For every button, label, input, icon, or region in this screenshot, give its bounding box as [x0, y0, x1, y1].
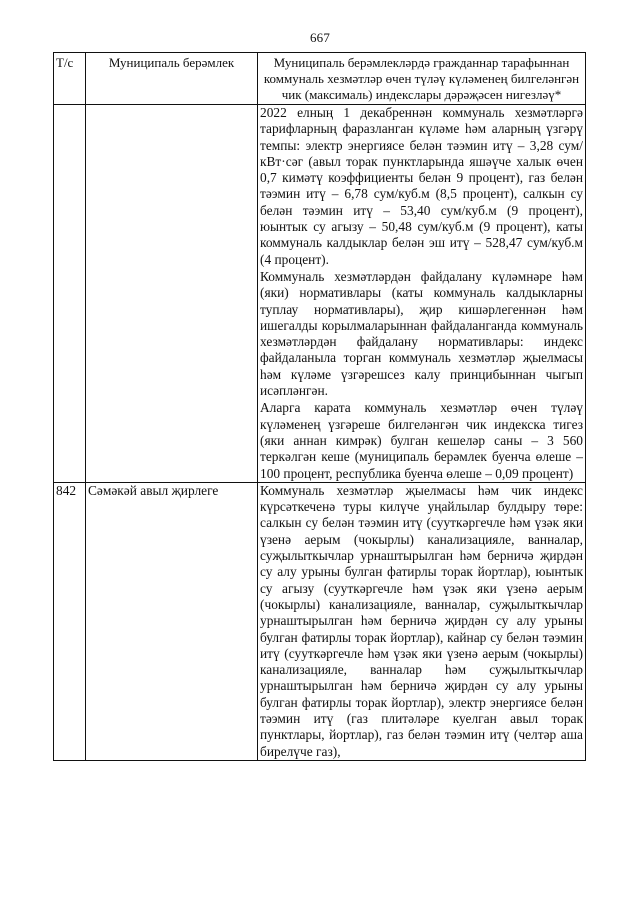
justification-paragraph: Коммуналь хезмәтләр җыелмасы һәм чик индекс күрсәткеченә туры килүче уңайлылар булдыру төре: салкын су белән тәэмин итү (сууткәргечле һәм үзәк яки үзенә аерым (чокырлы) канализацияле, ванналар, суҗылыткычлар урнаштырылган һәм берничә җирдән су алу урыны булган фатирлы торак йортлар), юынтык су агызу (сууткәргечле һәм үзәк яки үзенә аерым (чокырлы) канализацияле, ванналар, суҗылыткычлар урнаштырылган һәм берничә җирдән су алу урыны булган фатирлы торак йортлар), кайнар су белән тәэмин итү (сууткәргечле һәм үзәк яки үзенә аерым (чокырлы) канализацияле, ванналар һәм суҗылыткычлар урнаштырылган һәм берничә җирдән су алу урыны булган фатирлы торак йортлар), электр энергиясе белән тәэмин итү (газ плитәләре куелган авыл торак пунктлары, йортлар), газ белән тәэмин итү (челтәр аша бирелүче газ),: [260, 482, 583, 759]
row-justification: [258, 105, 586, 483]
table-row: [54, 482, 586, 760]
row-number: [54, 105, 86, 483]
justification-paragraph: Коммуналь хезмәтләрдән файдалану күләмнәре һәм (яки) нормативлары (каты коммуналь калдыкларны туплау нормативлары), җир кишәрлегеннән һәм ишегалды корылмаларыннан файдаланганда коммуналь хезмәтләрдән файдалану нормативлары: индекс файдаланыла торган коммуналь хезмәтләр җыелмасы һәм күләме үзгәрешсез калу принцибыннан чыгып исәпләнгән.: [260, 268, 583, 399]
header-municipality: [86, 53, 258, 105]
row-municipality: [86, 105, 258, 483]
justification-paragraph: 2022 елның 1 декабреннән коммуналь хезмәтләргә тарифларның фаразланган күләме һәм аларның үзгәрү темпы: электр энергиясе белән тәэмин итү – 3,28 сум/кВт·сәг (авыл торак пунктларында яшәүче халык өчен 0,7 кимәтү коэффициенты белән 9 процент), газ белән тәэмин итү – 6,78 сум/куб.м (8,5 процент), салкын су белән тәэмин итү – 53,40 сум/куб.м (9 процент), юынтык су агызу – 50,48 сум/куб.м (9 процент), каты коммуналь калдыклар белән эш итү – 528,47 сум/куб.м (4 процент).: [260, 105, 583, 267]
header-municipality-label: Муниципаль берәмлек: [108, 55, 235, 70]
indices-table: [53, 52, 586, 761]
header-number-label: Т/с: [56, 55, 74, 70]
row-justification: [258, 482, 586, 760]
row-municipality: Сәмәкәй авыл җирлеге: [86, 482, 258, 760]
page-number: 667: [309, 30, 331, 45]
row-number: 842: [54, 482, 86, 760]
justification-paragraph: Аларга карата коммуналь хезмәтләр өчен түләү күләменең үзгәреше билгеләнгән чик индекска тигез (яки аннан кимрәк) булган кешеләр саны – 3 560 теркәлгән кеше (муниципаль берәмлек буенча өлеше – 100 процент, республика буенча өлеше – 0,09 процент): [260, 400, 583, 481]
header-number: [54, 53, 86, 105]
header-justification-label: Муниципаль берәмлекләрдә гражданнар тарафыннан коммуналь хезмәтләр өчен түләү күләменең билгеләнгән чик (максималь) индекслары дәрәҗәсен нигезләү*: [263, 55, 580, 102]
table-header-row: [54, 53, 586, 105]
table-row: [54, 105, 586, 483]
header-justification: [258, 53, 586, 105]
